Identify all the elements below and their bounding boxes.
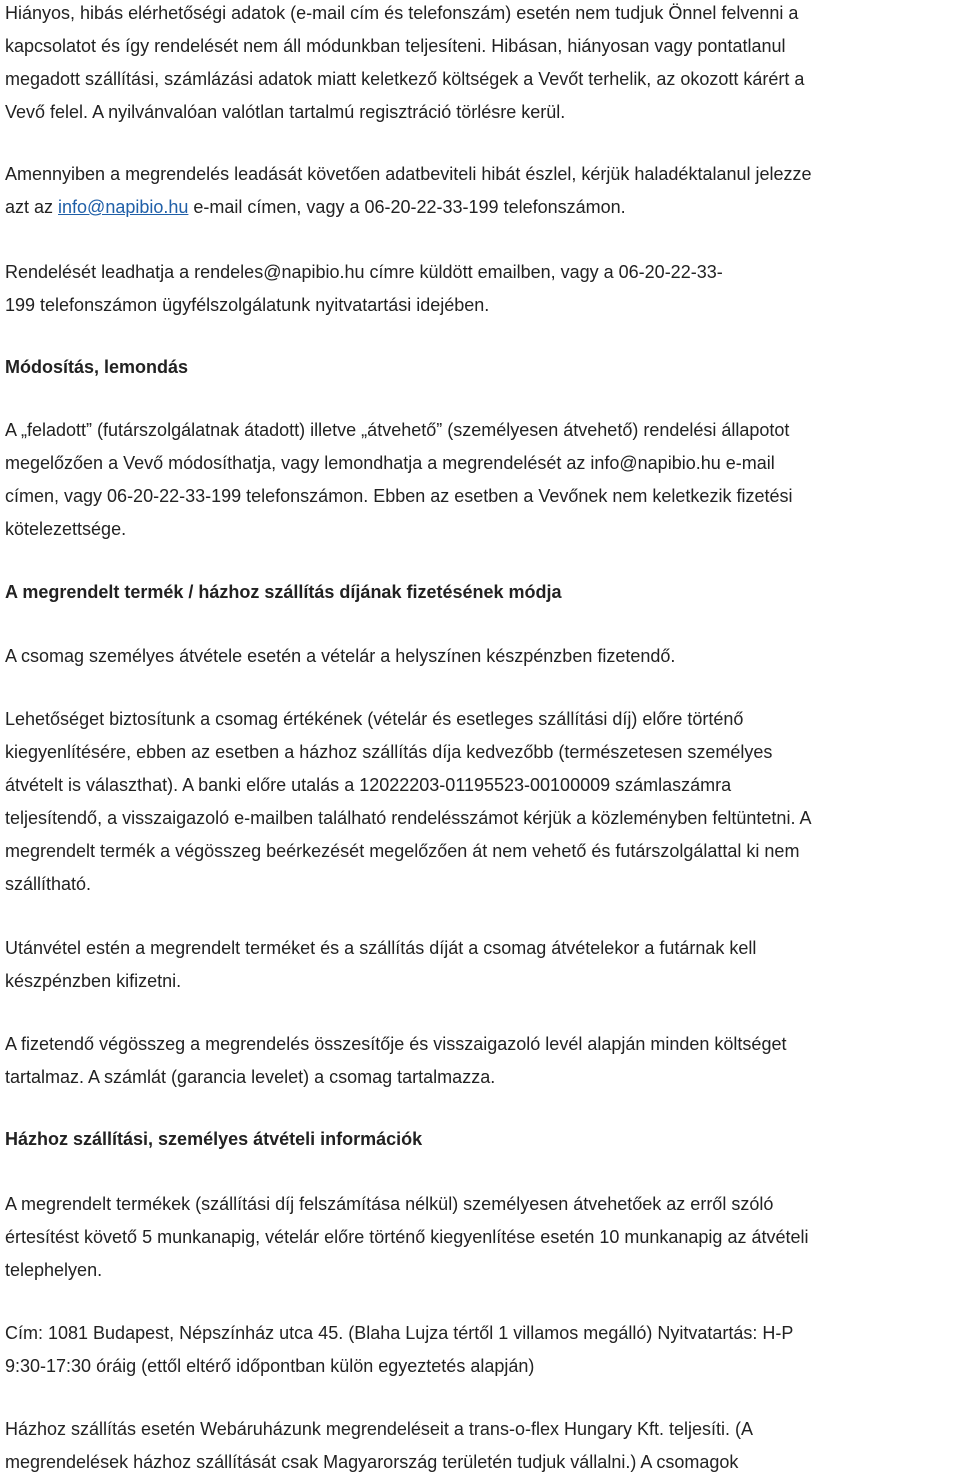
paragraph-data-error [5,158,955,224]
text-line: Cím: 1081 Budapest, Népszínház utca 45. (Blaha Lujza tértől 1 villamos megálló) Nyitvatartás: H-P [5,1323,794,1343]
text-line: megrendelt termék a végösszeg beérkezését megelőzően át nem vehető és futárszolgálattal ki nem [5,841,800,861]
heading-payment [5,576,955,609]
text-line: Amennyiben a megrendelés leadását követően adatbeviteli hibát észlel, kérjük haladéktalanul jelezze [5,164,812,184]
paragraph-cash-on-delivery [5,932,955,998]
text-line: Házhoz szállítás esetén Webáruházunk megrendeléseit a trans-o-flex Hungary Kft. teljesíti. (A [5,1419,754,1439]
paragraph-personal-pickup [5,640,955,673]
text-line: telephelyen. [5,1260,103,1280]
text-segment: e-mail címen, vagy a 06-20-22-33-199 telefonszámon. [188,197,626,217]
text-line: szállítható. [5,874,92,894]
heading-modification [5,351,955,384]
text-line: 9:30-17:30 óráig (ettől eltérő időpontban külön egyeztetés alapján) [5,1356,535,1376]
text-line: megrendelések házhoz szállítását csak Magyarország területén tudjuk vállalni.) A csomagok [5,1452,739,1472]
heading-text: A megrendelt termék / házhoz szállítás díjának fizetésének módja [5,582,562,602]
paragraph-contact-data [5,0,955,129]
text-line: A csomag személyes átvétele esetén a vételár a helyszínen készpénzben fizetendő. [5,646,676,666]
text-line: címen, vagy 06-20-22-33-199 telefonszámon. Ebben az esetben a Vevőnek nem keletkezik fizetési [5,486,793,506]
paragraph-home-delivery [5,1413,955,1479]
text-line: tartalmaz. A számlát (garancia levelet) a csomag tartalmazza. [5,1067,496,1087]
heading-delivery-info [5,1123,955,1156]
heading-text: Házhoz szállítási, személyes átvételi információk [5,1129,423,1149]
text-line: 199 telefonszámon ügyfélszolgálatunk nyitvatartási idejében. [5,295,490,315]
text-line-with-link [5,191,955,224]
text-line: értesítést követő 5 munkanapig, vételár előre történő kiegyenlítése esetén 10 munkanapig az átvételi [5,1227,809,1247]
paragraph-pickup-deadline [5,1188,955,1287]
paragraph-ordering [5,256,955,322]
text-line: Lehetőséget biztosítunk a csomag értékének (vételár és esetleges szállítási díj) előre történő [5,709,744,729]
text-line: átvételt is választhat). A banki előre utalás a 12022203-01195523-00100009 számlaszámra [5,775,732,795]
paragraph-modification [5,414,955,546]
text-line: készpénzben kifizetni. [5,971,182,991]
email-link[interactable]: info@napibio.hu [58,197,189,217]
text-line: Vevő felel. A nyilvánvalóan valótlan tartalmú regisztráció törlésre kerül. [5,102,566,122]
text-line: Hiányos, hibás elérhetőségi adatok (e-mail cím és telefonszám) esetén nem tudjuk Önnel felvenni a [5,3,799,23]
text-line: megelőzően a Vevő módosíthatja, vagy lemondhatja a megrendelését az info@napibio.hu e-mail [5,453,775,473]
text-line: kiegyenlítésére, ebben az esetben a házhoz szállítás díja kedvezőbb (természetesen személyes [5,742,773,762]
paragraph-total [5,1028,955,1094]
paragraph-prepayment [5,703,955,901]
text-line: kötelezettsége. [5,519,127,539]
text-line: teljesítendő, a visszaigazoló e-mailben található rendelésszámot kérjük a közleményben feltüntetni. A [5,808,812,828]
heading-text: Módosítás, lemondás [5,357,189,377]
text-line: A „feladott” (futárszolgálatnak átadott) illetve „átvehető” (személyesen átvehető) rendelési állapotot [5,420,790,440]
text-segment: azt az [5,197,59,217]
text-line: A megrendelt termékek (szállítási díj felszámítása nélkül) személyesen átvehetőek az erről szóló [5,1194,774,1214]
text-line: A fizetendő végösszeg a megrendelés összesítője és visszaigazoló levél alapján minden költséget [5,1034,787,1054]
paragraph-address [5,1317,955,1383]
text-line: Utánvétel estén a megrendelt terméket és a szállítás díját a csomag átvételekor a futárnak kell [5,938,757,958]
text-line: Rendelését leadhatja a rendeles@napibio.hu címre küldött emailben, vagy a 06-20-22-33- [5,262,723,282]
text-line: kapcsolatot és így rendelését nem áll módunkban teljesíteni. Hibásan, hiányosan vagy pontatlanul [5,36,786,56]
text-line: megadott szállítási, számlázási adatok miatt keletkező költségek a Vevőt terhelik, az okozott kárért a [5,69,805,89]
